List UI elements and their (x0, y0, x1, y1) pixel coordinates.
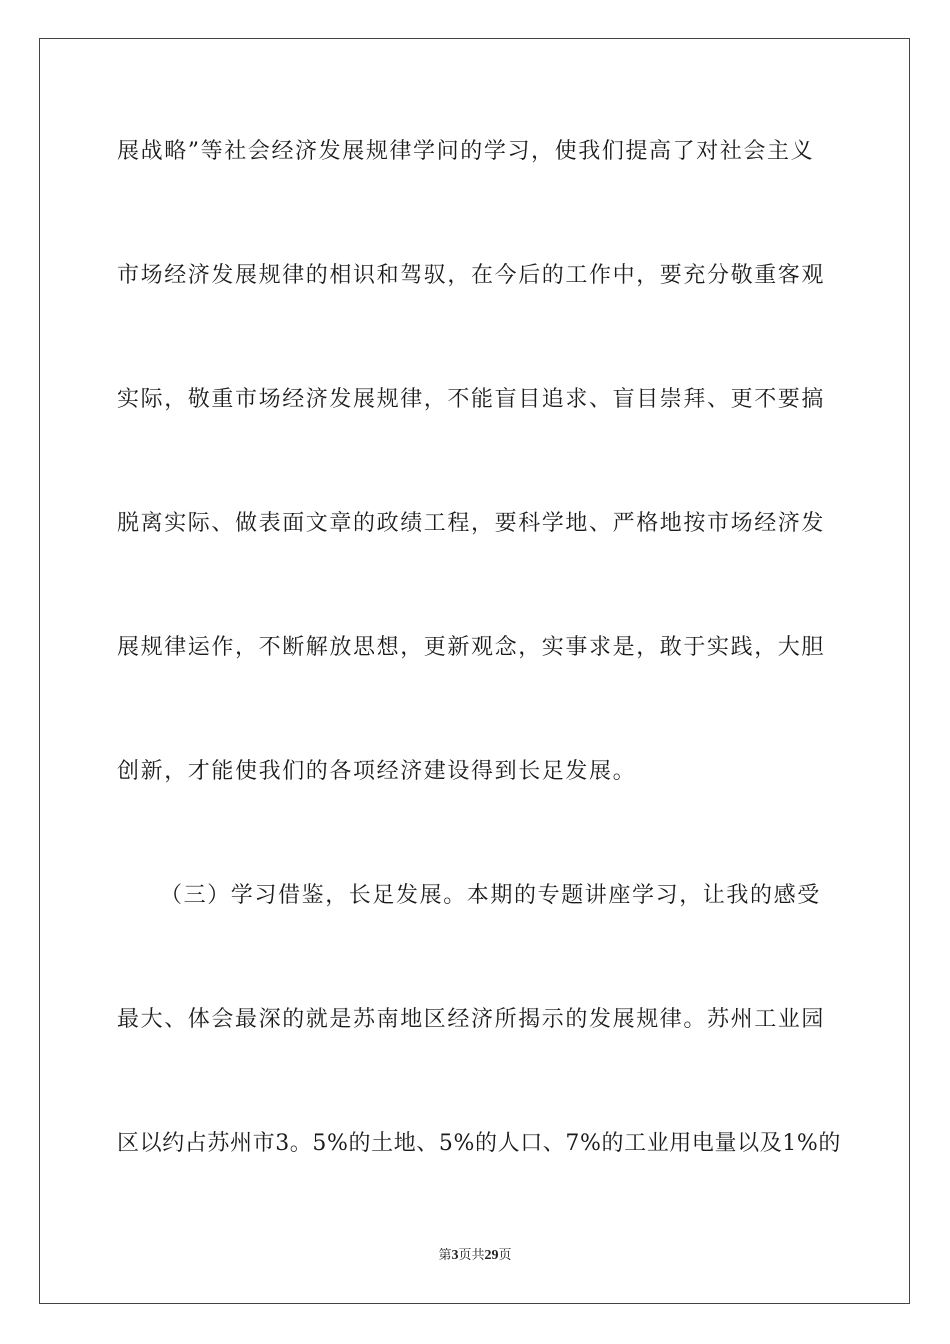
footer-total-prefix: 共 (471, 1248, 485, 1263)
body-line-8: 最大、体会最深的就是苏南地区经济所揭示的发展规律。苏州工业园 (117, 1007, 826, 1032)
body-line-4: 脱离实际、做表面文章的政绩工程，要科学地、严格地按市场经济发 (117, 511, 826, 536)
footer-page-prefix: 第 (438, 1248, 452, 1263)
body-line-2: 市场经济发展规律的相识和驾驭，在今后的工作中，要充分敬重客观 (117, 263, 826, 288)
footer-page-suffix: 页 (458, 1248, 472, 1263)
footer-total-suffix: 页 (498, 1248, 512, 1263)
body-line-7-paragraph-start: （三）学习借鉴，长足发展。本期的专题讲座学习，让我的感受 (160, 883, 821, 908)
page-footer (0, 1247, 950, 1265)
body-line-9: 区以约占苏州市3。5%的土地、5%的人口、7%的工业用电量以及1%的 (117, 1131, 842, 1156)
body-line-1: 展战略”等社会经济发展规律学问的学习，使我们提高了对社会主义 (117, 139, 815, 164)
body-line-6: 创新，才能使我们的各项经济建设得到长足发展。 (117, 759, 637, 784)
page-border (39, 38, 910, 1304)
body-line-3: 实际，敬重市场经济发展规律，不能盲目追求、盲目崇拜、更不要搞 (117, 387, 826, 412)
footer-page-number: 3 (451, 1248, 459, 1263)
body-line-5: 展规律运作，不断解放思想，更新观念，实事求是，敢于实践，大胆 (117, 635, 826, 660)
footer-total-pages: 29 (484, 1248, 499, 1263)
